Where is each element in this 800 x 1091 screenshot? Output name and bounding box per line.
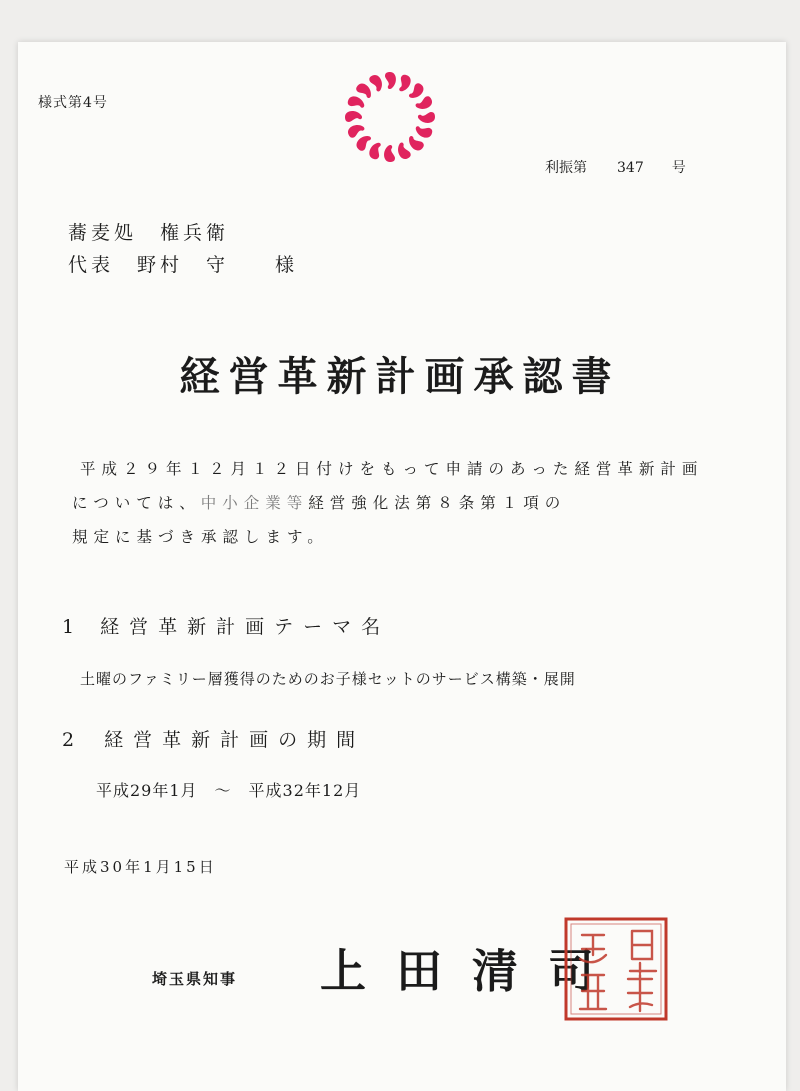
body-line-1: 平成２９年１２月１２日付けをもって申請のあった経営革新計画 <box>80 460 704 478</box>
emblem-petal <box>396 74 413 94</box>
section-2-number: 2 <box>62 729 85 751</box>
emblem-petal <box>385 72 396 89</box>
section-2-content: 平成29年1月 ～ 平成32年12月 <box>96 781 362 800</box>
official-seal-stamp <box>562 915 670 1023</box>
body-line-2b: 経営強化法第８条第１項の <box>308 494 567 512</box>
reference-value: 347 <box>617 160 644 176</box>
body-line-3: 規定に基づき承認します。 <box>72 528 329 546</box>
approval-body <box>72 452 752 554</box>
emblem-petal <box>395 141 412 161</box>
reference-prefix: 利振第 <box>545 160 587 176</box>
emblem-petal <box>414 95 434 112</box>
issuer-name: 上田清司 <box>320 944 624 998</box>
emblem-petal <box>367 141 384 161</box>
body-line-2-faint: 中小企業等 <box>200 494 309 512</box>
section-1-title: 経営革新計画テーマ名 <box>100 616 391 638</box>
body-line-2 <box>72 486 752 520</box>
reference-number <box>545 157 686 177</box>
emblem-petal <box>347 94 367 111</box>
emblem-petal <box>346 122 366 139</box>
section-1-heading <box>62 612 390 639</box>
prefecture-emblem-icon <box>335 62 445 172</box>
form-number: 様式第4号 <box>38 95 108 111</box>
recipient-representative: 代表 野村 守 様 <box>68 254 299 276</box>
issue-date: 平成30年1月15日 <box>64 858 217 876</box>
certificate-page <box>18 42 786 1091</box>
section-1-content: 土曜のファミリー層獲得のためのお子様セットのサービス構築・展開 <box>80 670 576 688</box>
body-line-2a: については、 <box>72 494 201 512</box>
issuer-title: 埼玉県知事 <box>152 970 238 988</box>
section-2-title: 経営革新計画の期間 <box>104 729 366 751</box>
emblem-petal <box>414 123 434 140</box>
emblem-petal <box>345 111 362 122</box>
emblem-petal <box>384 145 395 162</box>
recipient-company: 蕎麦処 権兵衛 <box>68 222 230 244</box>
reference-suffix: 号 <box>671 160 686 176</box>
document-title: 経営革新計画承認書 <box>179 353 621 400</box>
section-2-heading <box>62 725 365 752</box>
emblem-petal <box>418 112 435 123</box>
section-1-number: 1 <box>62 616 85 638</box>
emblem-petal <box>368 73 385 93</box>
